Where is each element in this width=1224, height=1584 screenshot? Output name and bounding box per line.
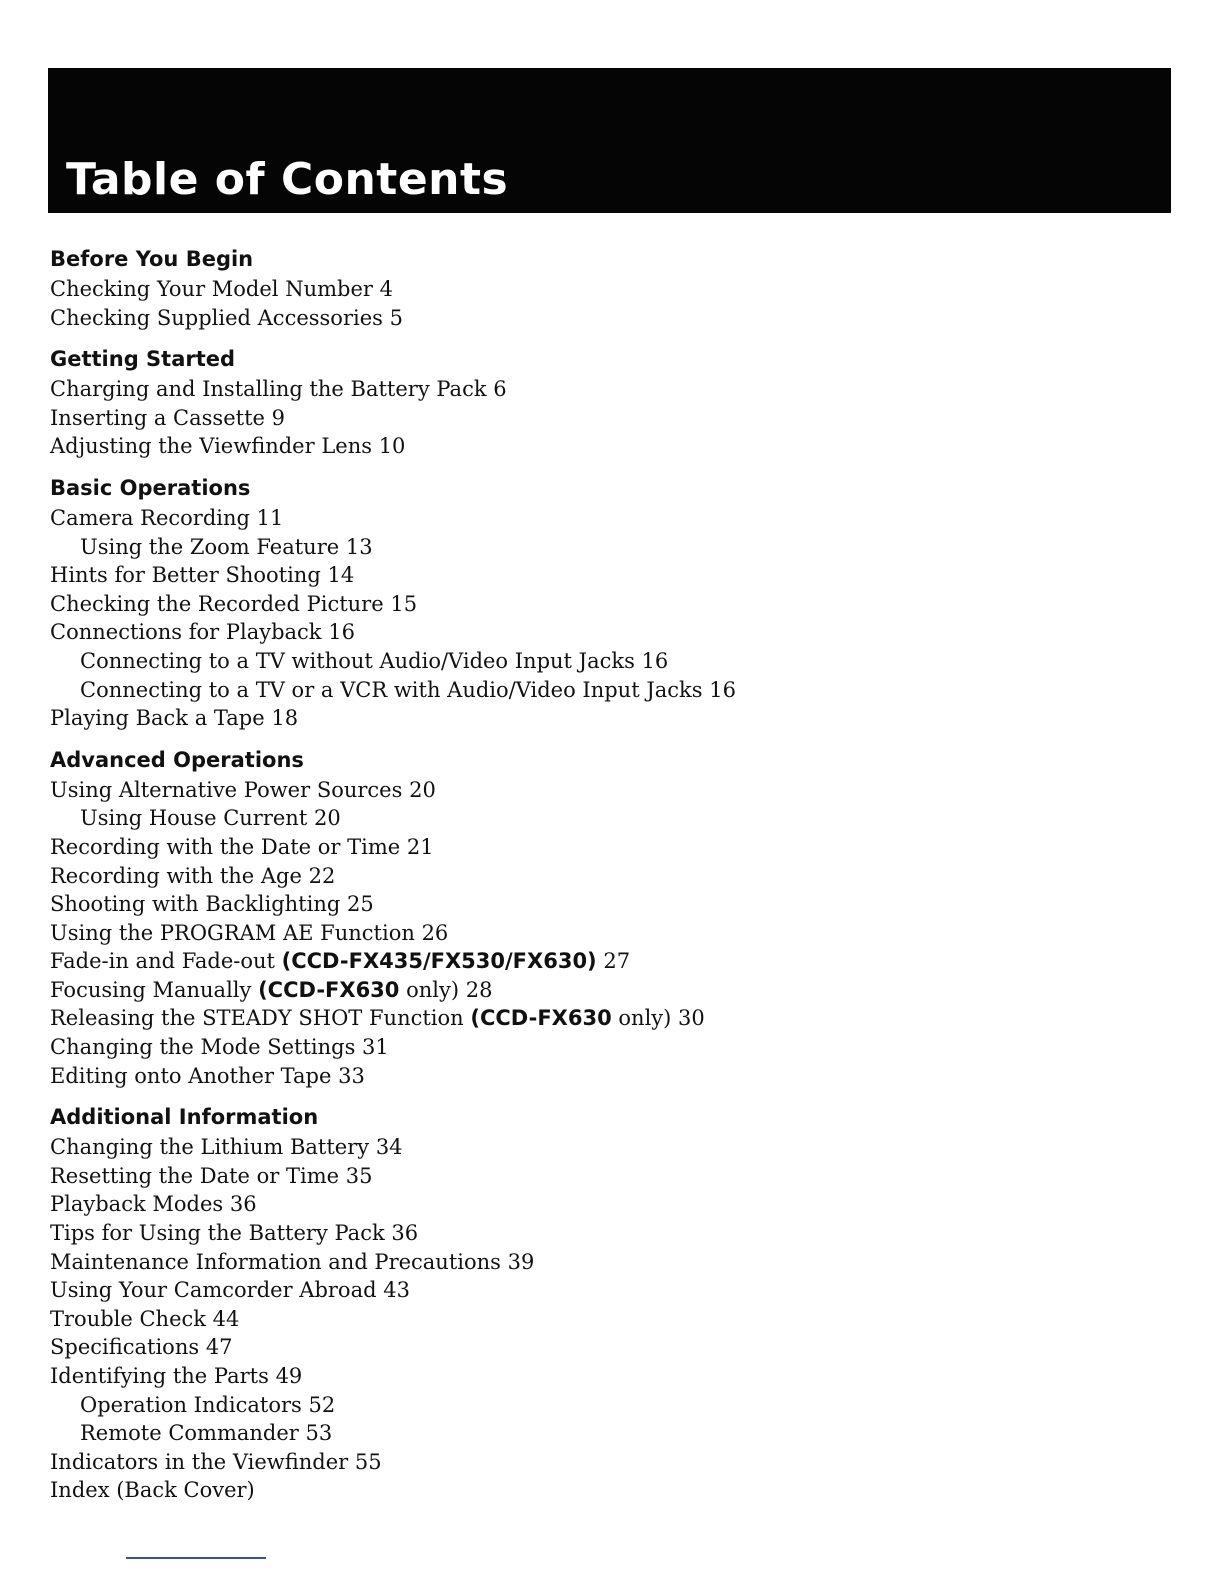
page-number: 36 bbox=[391, 1221, 419, 1246]
page-number: 9 bbox=[271, 405, 285, 430]
page-number: 20 bbox=[313, 806, 341, 831]
entry-title: Connecting to a TV or a VCR with Audio/Video Input Jacks bbox=[80, 677, 703, 702]
page-number: 15 bbox=[390, 591, 418, 616]
entry-title: Changing the Mode Settings bbox=[50, 1035, 356, 1060]
page-number: 44 bbox=[212, 1306, 240, 1331]
toc-entry[interactable] bbox=[50, 776, 1150, 805]
model-note: (CCD-FX630 bbox=[470, 1006, 612, 1031]
entry-title: Using the Zoom Feature bbox=[80, 534, 340, 559]
toc-subentry[interactable] bbox=[50, 533, 1150, 562]
page-number: 52 bbox=[308, 1392, 336, 1417]
toc-entry[interactable] bbox=[50, 862, 1150, 891]
section-heading: Advanced Operations bbox=[50, 747, 304, 772]
page-number: 5 bbox=[389, 305, 403, 330]
toc-entry[interactable] bbox=[50, 1448, 1150, 1477]
page-title: Table of Contents bbox=[66, 154, 509, 205]
toc-subentry[interactable] bbox=[50, 676, 1150, 705]
toc-entry[interactable] bbox=[50, 1305, 1150, 1334]
toc-entry[interactable] bbox=[50, 1133, 1150, 1162]
toc-entry[interactable] bbox=[50, 404, 1150, 433]
page-number: 22 bbox=[308, 863, 336, 888]
footer-rule bbox=[126, 1557, 266, 1559]
entry-title: Remote Commander bbox=[80, 1421, 299, 1446]
toc-entry[interactable] bbox=[50, 1033, 1150, 1062]
toc-entry[interactable] bbox=[50, 1362, 1150, 1391]
page-number: 28 bbox=[465, 977, 493, 1002]
toc-entry[interactable] bbox=[50, 618, 1150, 647]
entry-title: Focusing Manually bbox=[50, 977, 252, 1002]
page-number: 6 bbox=[493, 377, 507, 402]
entry-title: Indicators in the Viewfinder bbox=[50, 1449, 349, 1474]
toc-entry[interactable] bbox=[50, 1190, 1150, 1219]
toc-entry[interactable] bbox=[50, 704, 1150, 733]
entry-title: Adjusting the Viewfinder Lens bbox=[50, 434, 372, 459]
toc-entry[interactable] bbox=[50, 833, 1150, 862]
page-number: 16 bbox=[641, 648, 669, 673]
entry-title: Releasing the STEADY SHOT Function bbox=[50, 1006, 464, 1031]
toc-section bbox=[50, 244, 1150, 332]
page-number: 4 bbox=[379, 277, 393, 301]
entry-title: Hints for Better Shooting bbox=[50, 563, 321, 588]
entry-title: Recording with the Date or Time bbox=[50, 834, 401, 859]
page-number: 20 bbox=[409, 777, 436, 802]
entry-title: Using Alternative Power Sources bbox=[50, 777, 403, 802]
page-number: 31 bbox=[362, 1035, 389, 1060]
model-note: (CCD-FX435/FX530/FX630) bbox=[281, 949, 597, 974]
title-banner bbox=[48, 68, 1171, 213]
toc-entry[interactable] bbox=[50, 947, 1150, 976]
table-of-contents bbox=[50, 244, 1150, 1517]
page-number: 18 bbox=[271, 706, 299, 731]
page-number: 47 bbox=[205, 1335, 233, 1360]
entry-title: Maintenance Information and Precautions bbox=[50, 1249, 501, 1274]
toc-subentry[interactable] bbox=[50, 804, 1150, 833]
entry-title: Checking the Recorded Picture bbox=[50, 591, 384, 616]
page-number: 30 bbox=[678, 1006, 705, 1031]
entry-title: Changing the Lithium Battery bbox=[50, 1135, 370, 1160]
page-number: 53 bbox=[305, 1421, 333, 1446]
section-heading: Additional Information bbox=[50, 1105, 319, 1130]
entry-title: Fade-in and Fade-out bbox=[50, 949, 275, 974]
entry-title: Tips for Using the Battery Pack bbox=[50, 1221, 385, 1246]
entry-title: Connecting to a TV without Audio/Video Input Jacks bbox=[80, 648, 635, 673]
toc-entry[interactable] bbox=[50, 919, 1150, 948]
entry-title: Using the PROGRAM AE Function bbox=[50, 920, 415, 945]
toc-entry[interactable] bbox=[50, 1276, 1150, 1305]
toc-entry[interactable] bbox=[50, 432, 1150, 461]
toc-entry[interactable] bbox=[50, 1219, 1150, 1248]
toc-entry[interactable] bbox=[50, 1333, 1150, 1362]
section-heading: Getting Started bbox=[50, 347, 236, 372]
entry-title: Resetting the Date or Time bbox=[50, 1163, 340, 1188]
entry-title: Using Your Camcorder Abroad bbox=[50, 1278, 377, 1303]
model-qualifier: only) bbox=[406, 977, 460, 1002]
entry-title: Specifications bbox=[50, 1335, 200, 1360]
toc-subentry[interactable] bbox=[50, 647, 1150, 676]
toc-section bbox=[50, 344, 1150, 461]
page-number: 27 bbox=[603, 949, 631, 974]
toc-entry[interactable] bbox=[50, 1162, 1150, 1191]
toc-entry[interactable] bbox=[50, 275, 1150, 304]
page-number: 43 bbox=[383, 1278, 410, 1303]
toc-section bbox=[50, 473, 1150, 733]
entry-title: Inserting a Cassette bbox=[50, 405, 265, 430]
entry-title: Checking Supplied Accessories bbox=[50, 305, 383, 330]
page-number: 49 bbox=[275, 1364, 303, 1388]
entry-title: Playing Back a Tape bbox=[50, 706, 265, 731]
page-number: 21 bbox=[406, 834, 434, 859]
toc-entry[interactable] bbox=[50, 1476, 1150, 1505]
model-qualifier: only) bbox=[618, 1006, 672, 1031]
toc-entry[interactable] bbox=[50, 1062, 1150, 1091]
toc-entry[interactable] bbox=[50, 976, 1150, 1005]
toc-entry[interactable] bbox=[50, 304, 1150, 333]
toc-subentry[interactable] bbox=[50, 1391, 1150, 1420]
page-number: 35 bbox=[345, 1163, 373, 1188]
page-number: 16 bbox=[328, 620, 355, 645]
entry-title: Shooting with Backlighting bbox=[50, 892, 341, 917]
page-number: 55 bbox=[354, 1449, 382, 1474]
entry-title: Operation Indicators bbox=[80, 1392, 302, 1417]
toc-entry[interactable] bbox=[50, 561, 1150, 590]
entry-title: Trouble Check bbox=[50, 1306, 206, 1331]
entry-title: Charging and Installing the Battery Pack bbox=[50, 377, 487, 402]
entry-title: Recording with the Age bbox=[50, 863, 302, 888]
model-note: (CCD-FX630 bbox=[258, 977, 400, 1002]
page-number: 13 bbox=[345, 534, 373, 559]
entry-title: Checking Your Model Number bbox=[50, 277, 373, 301]
page-number: 10 bbox=[378, 434, 406, 459]
page-number: 26 bbox=[421, 920, 449, 945]
entry-title: Connections for Playback bbox=[50, 620, 322, 645]
page-number: 36 bbox=[229, 1192, 257, 1217]
entry-title: Camera Recording bbox=[50, 505, 250, 530]
entry-title: Index (Back Cover) bbox=[50, 1478, 255, 1503]
entry-title: Identifying the Parts bbox=[50, 1364, 269, 1388]
entry-title: Using House Current bbox=[80, 806, 308, 831]
toc-entry[interactable] bbox=[50, 590, 1150, 619]
page-number: 16 bbox=[709, 677, 736, 702]
section-heading: Before You Begin bbox=[50, 247, 254, 271]
toc-entry[interactable] bbox=[50, 1004, 1150, 1033]
toc-entry[interactable] bbox=[50, 375, 1150, 404]
entry-title: Editing onto Another Tape bbox=[50, 1063, 332, 1088]
toc-section bbox=[50, 745, 1150, 1091]
section-heading: Basic Operations bbox=[50, 475, 251, 500]
toc-entry[interactable] bbox=[50, 890, 1150, 919]
page-number: 33 bbox=[338, 1063, 365, 1088]
page-number: 11 bbox=[256, 505, 284, 530]
page-number: 25 bbox=[346, 892, 374, 917]
page-number: 14 bbox=[327, 563, 355, 588]
entry-title: Playback Modes bbox=[50, 1192, 224, 1217]
toc-subentry[interactable] bbox=[50, 1419, 1150, 1448]
page-number: 39 bbox=[507, 1249, 535, 1274]
toc-entry[interactable] bbox=[50, 1248, 1150, 1277]
page-number: 34 bbox=[375, 1135, 403, 1160]
toc-section bbox=[50, 1102, 1150, 1505]
toc-entry[interactable] bbox=[50, 504, 1150, 533]
